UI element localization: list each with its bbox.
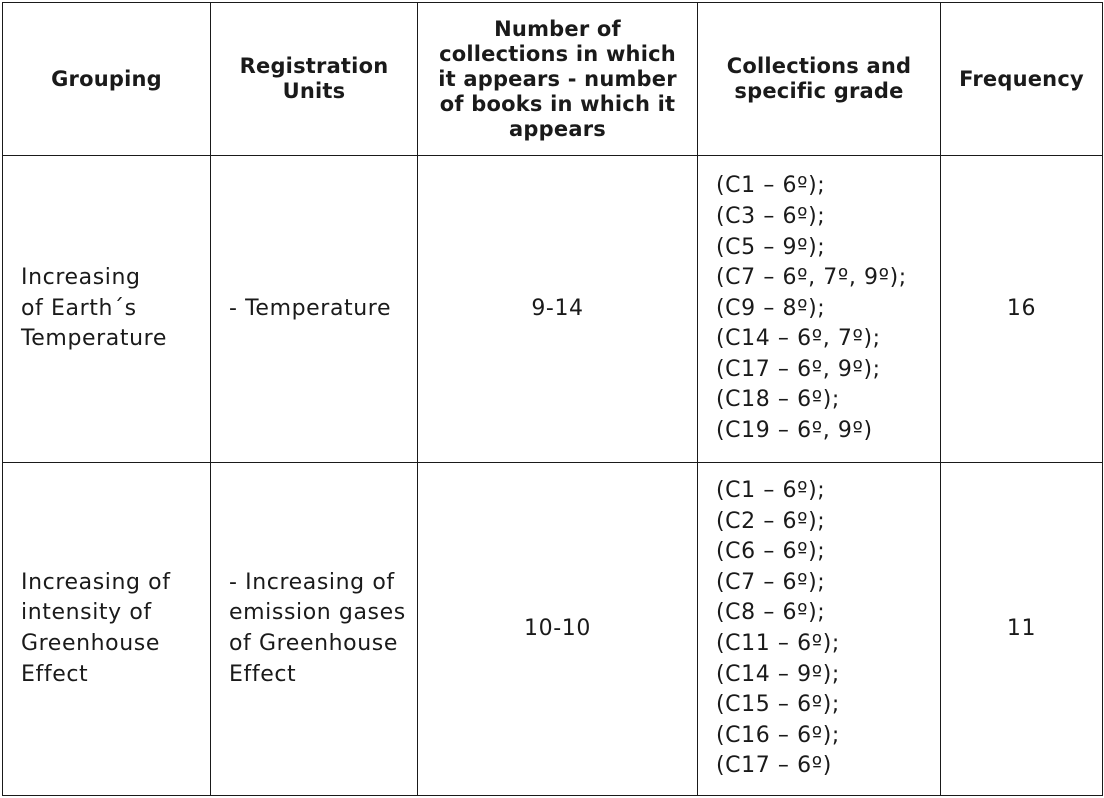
header-number-of-collections: Number of collections in which it appears - number of books in which it appears bbox=[418, 3, 698, 156]
data-table bbox=[2, 2, 1103, 796]
list-item: (C5 – 9º); bbox=[716, 234, 826, 260]
cell-frequency: 11 bbox=[941, 463, 1103, 796]
list-item: (C14 – 9º); bbox=[716, 661, 840, 687]
list-item: (C1 – 6º); bbox=[716, 173, 826, 199]
cell-frequency: 16 bbox=[941, 156, 1103, 463]
list-item: (C1 – 6º); bbox=[716, 478, 826, 504]
collections-list bbox=[716, 476, 932, 782]
list-item: (C7 – 6º, 7º, 9º); bbox=[716, 265, 907, 291]
table-row bbox=[3, 463, 1103, 796]
list-item: (C17 – 6º) bbox=[716, 753, 832, 779]
header-grouping: Grouping bbox=[3, 3, 211, 156]
cell-registration-units: - Increasing of emission gases of Greenhouse Effect bbox=[211, 463, 418, 796]
list-item: (C7 – 6º); bbox=[716, 569, 826, 595]
list-item: (C11 – 6º); bbox=[716, 631, 840, 656]
cell-number: 9-14 bbox=[418, 156, 698, 463]
header-collections-and-grade: Collections and specific grade bbox=[698, 3, 941, 156]
header-row bbox=[3, 3, 1103, 156]
list-item: (C6 – 6º); bbox=[716, 539, 826, 565]
list-item: (C3 – 6º); bbox=[716, 203, 826, 229]
list-item: (C16 – 6º); bbox=[716, 722, 840, 748]
list-item: (C18 – 6º); bbox=[716, 387, 840, 413]
list-item: (C19 – 6º, 9º) bbox=[716, 418, 873, 444]
cell-collections bbox=[698, 156, 941, 463]
cell-grouping: Increasing of intensity of Greenhouse Effect bbox=[3, 463, 211, 796]
cell-number: 10-10 bbox=[418, 463, 698, 796]
list-item: (C15 – 6º); bbox=[716, 692, 840, 718]
list-item: (C9 – 8º); bbox=[716, 295, 826, 321]
cell-collections bbox=[698, 463, 941, 796]
cell-grouping: Increasing of Earth´s Temperature bbox=[3, 156, 211, 463]
list-item: (C2 – 6º); bbox=[716, 508, 826, 534]
header-registration-units: Registration Units bbox=[211, 3, 418, 156]
collections-list bbox=[716, 171, 932, 446]
list-item: (C14 – 6º, 7º); bbox=[716, 326, 881, 352]
list-item: (C17 – 6º, 9º); bbox=[716, 356, 881, 382]
cell-registration-units: - Temperature bbox=[211, 156, 418, 463]
list-item: (C8 – 6º); bbox=[716, 600, 826, 626]
header-frequency: Frequency bbox=[941, 3, 1103, 156]
table-row bbox=[3, 156, 1103, 463]
